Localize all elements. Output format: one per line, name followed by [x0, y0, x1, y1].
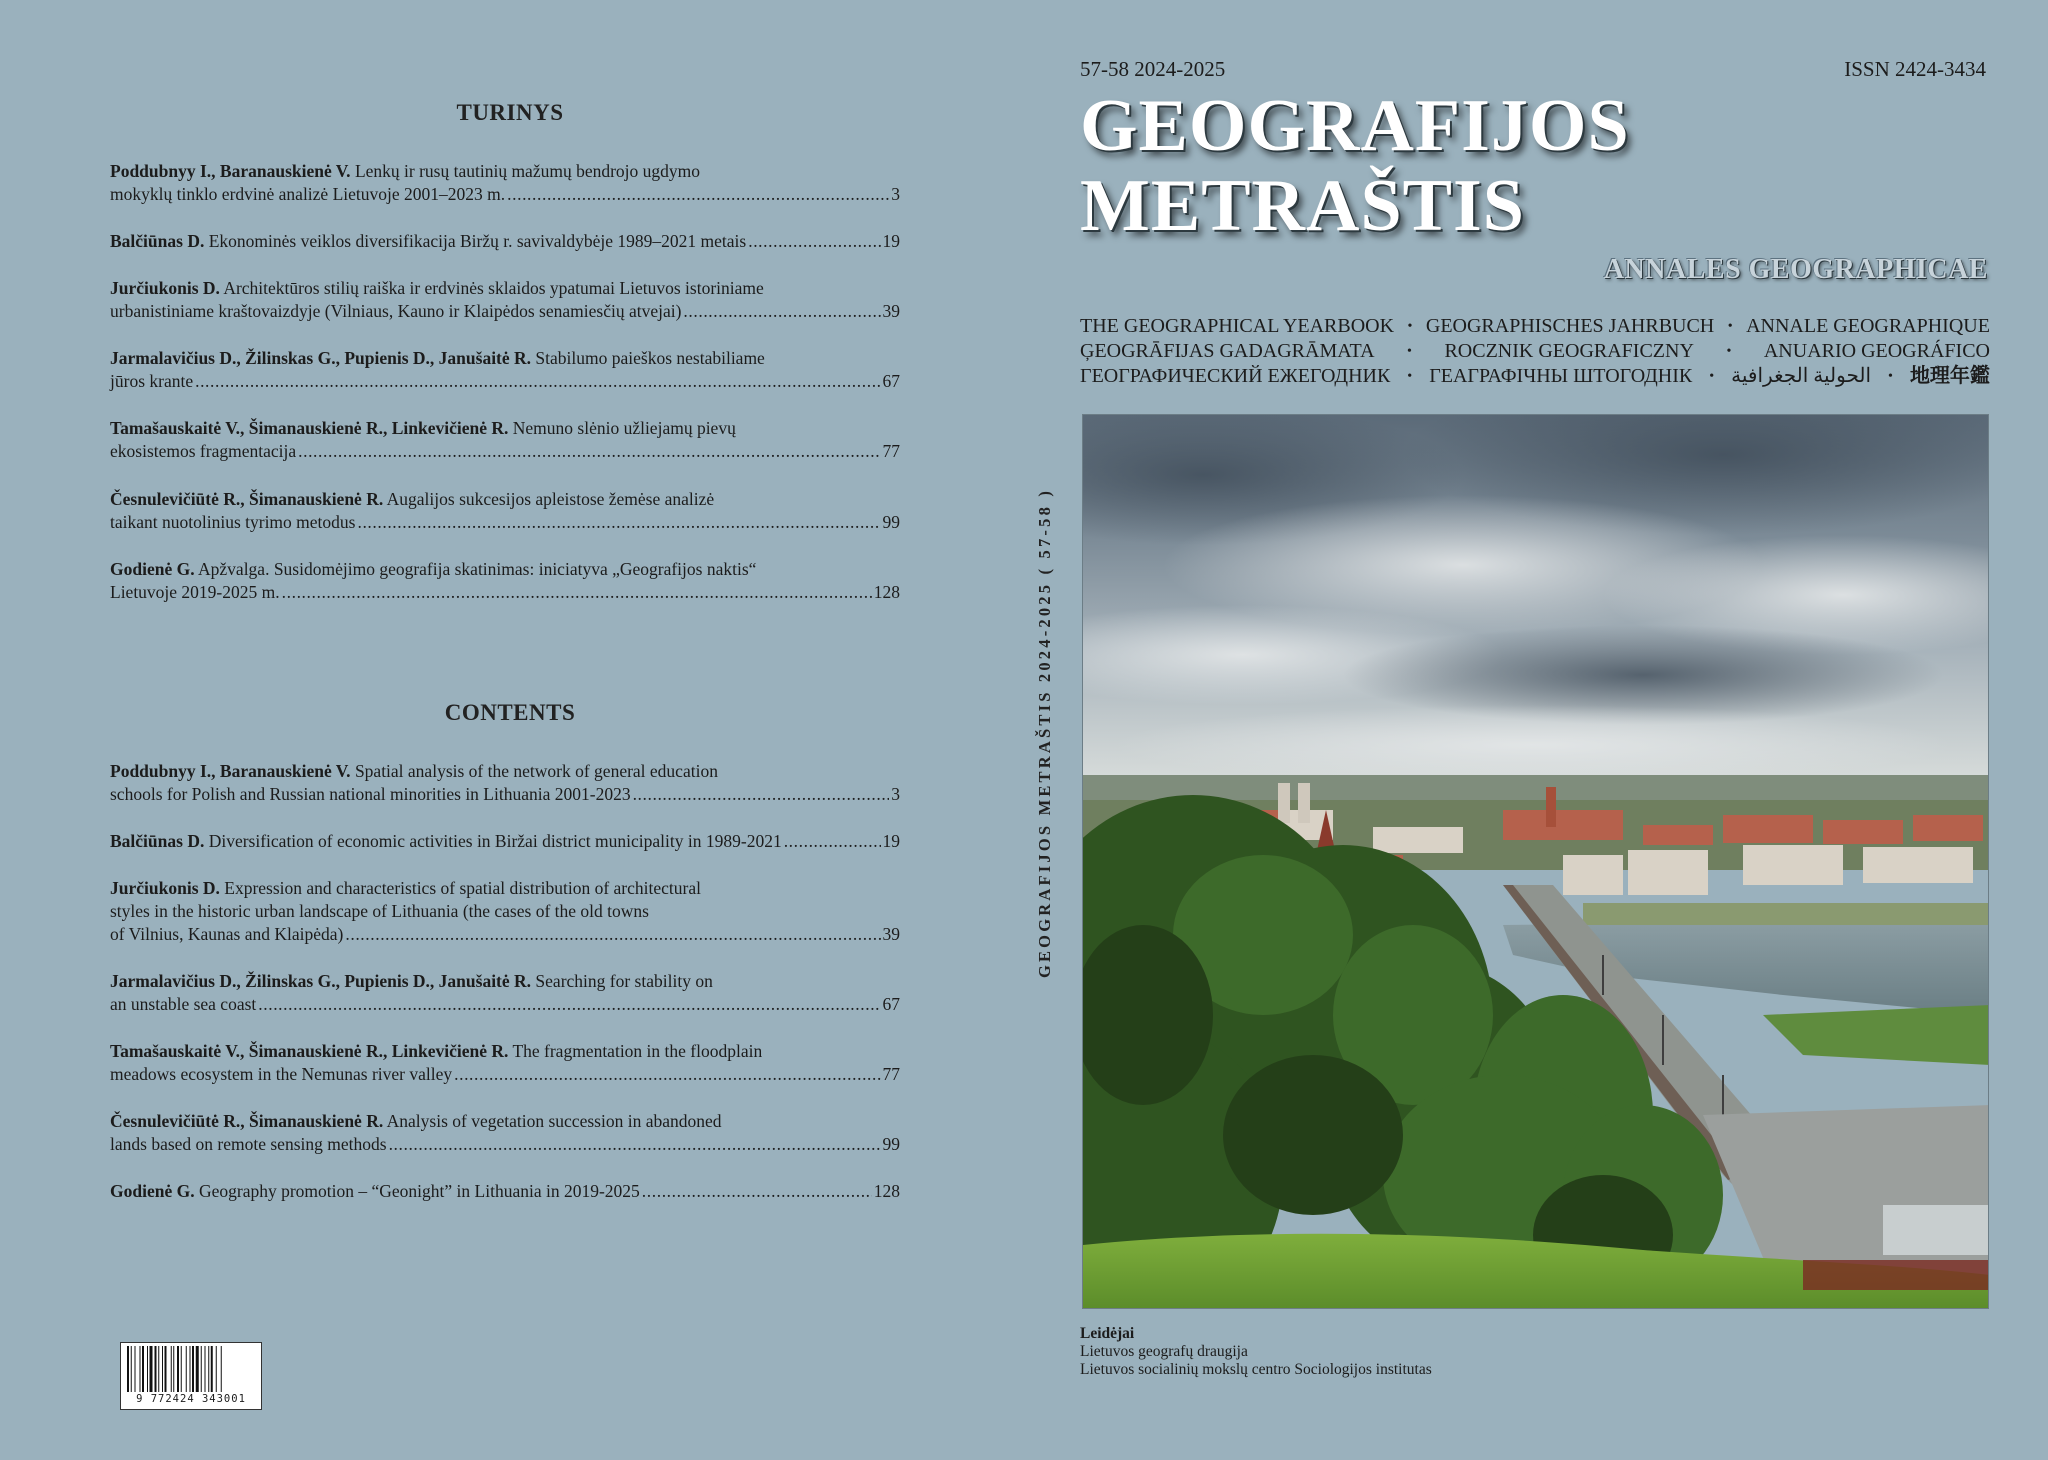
toc-entry-title-part1: Spatial analysis of the network of general education	[354, 761, 718, 781]
title-translation: ANUARIO GEOGRÁFICO	[1763, 340, 1990, 362]
translation-line	[1080, 339, 1990, 364]
toc-entry-authors: Česnulevičiūtė R., Šimanauskienė R.	[110, 1111, 384, 1131]
toc-entry-last-line	[110, 581, 900, 604]
toc-entry-authors: Balčiūnas D.	[110, 831, 205, 851]
toc-entry-title-part1: Analysis of vegetation succession in abandoned	[386, 1111, 722, 1131]
toc-entry-title-end	[110, 511, 355, 534]
toc-entry-page: 3	[891, 184, 900, 204]
barcode-bar	[135, 1346, 136, 1392]
toc-entry-last-line	[110, 183, 900, 206]
barcode-bar	[171, 1346, 172, 1392]
toc-entry-leader-dots	[748, 230, 880, 253]
title-translations	[1080, 314, 1990, 389]
barcode-bar	[190, 1346, 191, 1392]
toc-entry-leader-dots	[507, 183, 889, 206]
toc-entry	[110, 277, 900, 323]
toc-entry-last-line	[110, 1133, 900, 1156]
toc-entry-line1	[110, 160, 900, 183]
toc-entry-title-part1: Architektūros stilių raiška ir erdvinės sklaidos ypatumai Lietuvos istoriniame	[223, 278, 764, 298]
bullet-separator: •	[1888, 369, 1893, 384]
toc-entry-line1	[110, 558, 900, 581]
toc-entry-line1	[110, 347, 900, 370]
toc-entry-title-end	[110, 230, 746, 253]
toc-entry-title-end	[110, 1133, 387, 1156]
title-translation: الحولية الجغرافية	[1731, 365, 1872, 387]
toc-entry-line1	[110, 277, 900, 300]
publisher-1: Lietuvos geografų draugija	[1080, 1343, 1248, 1360]
publisher-2: Lietuvos socialinių mokslų centro Sociologijos institutas	[1080, 1361, 1432, 1378]
toc-entry-authors: Godienė G.	[110, 559, 195, 579]
bullet-separator: •	[1709, 369, 1715, 384]
toc-entry-last-line	[110, 370, 900, 393]
issn: ISSN 2424-3434	[1844, 57, 1986, 81]
toc-entry-authors: Tamašauskaitė V., Šimanauskienė R., Linkevičienė R.	[110, 1041, 509, 1061]
toc-entry-page: 128	[873, 1181, 900, 1201]
toc-entry-page: 128	[873, 582, 900, 602]
toc-entry-leader-dots	[357, 511, 880, 534]
toc-entry-title-part2: lands based on remote sensing methods	[110, 1134, 387, 1154]
toc-entry-page: 67	[882, 371, 900, 391]
toc-entry-leader-dots	[642, 1180, 872, 1203]
toc-entry-title-part2: schools for Polish and Russian national minorities in Lithuania 2001-2023	[110, 784, 631, 804]
barcode-bar	[181, 1346, 182, 1392]
toc-entry-title-part1: Lenkų ir rusų tautinių mažumų bendrojo ugdymo	[354, 161, 701, 181]
toc-entry-last-line	[110, 300, 900, 323]
toc-entry-leader-dots	[345, 923, 880, 946]
bullet-separator: •	[1407, 369, 1413, 384]
toc-entry-title-end	[110, 183, 505, 206]
bullet-separator: •	[1726, 344, 1732, 359]
journal-title-line1: GEOGRAFIJOS	[1080, 85, 1630, 167]
toc-entry-title-end	[110, 1063, 452, 1086]
toc-entry	[110, 347, 900, 393]
toc-entry	[110, 488, 900, 534]
toc-entry-title-part2: jūros krante	[110, 371, 194, 391]
toc-entry-last-line	[110, 783, 900, 806]
publisher-block	[1080, 1325, 1432, 1379]
barcode-bar	[165, 1346, 167, 1392]
toc-entry-authors: Jurčiukonis D.	[110, 278, 220, 298]
toc-entry	[110, 160, 900, 206]
toc-entry-page: 19	[882, 831, 900, 851]
toc-entry-last-line	[110, 923, 900, 946]
journal-title-line2: METRAŠTIS	[1080, 165, 1525, 247]
barcode-bar	[140, 1346, 141, 1392]
toc-entry-last-line	[110, 511, 900, 534]
toc-entry-line1b: styles in the historic urban landscape of Lithuania (the cases of the old towns	[110, 901, 649, 921]
toc-entry-title-end	[110, 1180, 640, 1203]
toc-entry	[110, 830, 900, 853]
back-cover	[0, 0, 1000, 1460]
barcode-bar	[162, 1346, 163, 1392]
toc-entry-last-line	[110, 230, 900, 253]
barcode	[120, 1342, 262, 1410]
bullet-separator: •	[1727, 319, 1733, 334]
toc-entry	[110, 1040, 900, 1086]
barcode-bar	[192, 1346, 194, 1392]
toc-entry-title-part2: mokyklų tinklo erdvinė analizė Lietuvoje 2001–2023 m.	[110, 184, 506, 204]
toc-entry-title-part2: Ekonominės veiklos diversifikacija Biržų r. savivaldybėje 1989–2021 metais	[208, 231, 747, 251]
title-translation: ГЕАГРАФІЧНЫ ШТОГОДНІК	[1429, 365, 1693, 387]
barcode-bar	[131, 1346, 132, 1392]
toc-entry-page: 99	[882, 1134, 900, 1154]
toc-entry-authors: Balčiūnas D.	[110, 231, 205, 251]
toc-entry-last-line	[110, 830, 900, 853]
toc-entry-authors: Tamašauskaitė V., Šimanauskienė R., Linkevičienė R.	[110, 418, 509, 438]
toc-entry-authors: Česnulevičiūtė R., Šimanauskienė R.	[110, 489, 384, 509]
barcode-bar	[205, 1346, 206, 1392]
toc-entry	[110, 970, 900, 1016]
barcode-number: 9 772424 343001	[136, 1393, 246, 1405]
toc-entry-authors: Poddubnyy I., Baranauskienė V.	[110, 161, 351, 181]
barcode-bar	[142, 1346, 144, 1392]
toc-entry-line1	[110, 760, 900, 783]
title-translation: ĢEOGRĀFIJAS GADAGRĀMATA	[1080, 340, 1375, 362]
toc-entry-last-line	[110, 993, 900, 1016]
barcode-bar	[158, 1346, 159, 1392]
title-translation: ROCZNIK GEOGRAFICZNY	[1444, 340, 1694, 362]
toc-entry-line1	[110, 488, 900, 511]
toc-entry-title-part1: Augalijos sukcesijos apleistose žemėse analizė	[386, 489, 715, 509]
spine-text: GEOGRAFIJOS METRAŠTIS 2024-2025 ( 57-58 )	[1035, 487, 1054, 979]
toc-entry-leader-dots	[282, 581, 872, 604]
toc-entry-title-end	[110, 923, 343, 946]
toc-entry-title-part2: Lietuvoje 2019-2025 m.	[110, 582, 280, 602]
toc-entry-title-end	[110, 300, 681, 323]
toc-entry	[110, 230, 900, 253]
toc-entry-leader-dots	[258, 993, 880, 1016]
toc-entry-title-end	[110, 440, 296, 463]
barcode-bar	[155, 1346, 157, 1392]
journal-title	[1080, 86, 1630, 246]
toc-entry-title-part1: The fragmentation in the floodplain	[512, 1041, 763, 1061]
toc-entry-page: 39	[882, 301, 900, 321]
title-translation: ANNALE GEOGRAPHIQUE	[1746, 315, 1990, 337]
contents-heading: CONTENTS	[444, 700, 576, 725]
toc-entry-page: 99	[882, 512, 900, 532]
translation-line	[1080, 314, 1990, 339]
toc-entry-title-part1: Nemuno slėnio užliejamų pievų	[512, 418, 736, 438]
barcode-bar	[150, 1346, 153, 1392]
toc-entry-authors: Jarmalavičius D., Žilinskas G., Pupienis D., Janušaitė R.	[110, 971, 532, 991]
toc-entry-line1	[110, 877, 900, 900]
toc-entry-leader-dots	[683, 300, 880, 323]
toc-entry-title-end	[110, 783, 631, 806]
toc-entry-title-part2: meadows ecosystem in the Nemunas river valley	[110, 1064, 453, 1084]
toc-entry-page: 67	[882, 994, 900, 1014]
barcode-bar	[201, 1346, 202, 1392]
toc-entry-leader-dots	[454, 1063, 880, 1086]
title-translation: 地理年鑑	[1909, 365, 1990, 387]
barcode-bar	[186, 1346, 187, 1392]
toc-entry-leader-dots	[784, 830, 881, 853]
toc-entry-last-line	[110, 1063, 900, 1086]
toc-entry-title-part1: Apžvalga. Susidomėjimo geografija skatinimas: iniciatyva „Geografijos naktis“	[198, 559, 757, 579]
toc-entry-page: 19	[882, 231, 900, 251]
barcode-bar	[173, 1346, 174, 1392]
toc-entry-leader-dots	[633, 783, 890, 806]
toc-entry-line1	[110, 417, 900, 440]
toc-entry-page: 77	[882, 441, 900, 461]
publisher-label: Leidėjai	[1080, 1325, 1135, 1342]
toc-entry-leader-dots	[298, 440, 880, 463]
title-translation: ГЕОГРАФИЧЕСКИЙ ЕЖЕГОДНИК	[1080, 365, 1391, 387]
toc-entry-title-end	[110, 993, 256, 1016]
toc-entry-title-part2: urbanistiniame kraštovaizdyje (Vilniaus, Kauno ir Klaipėdos senamiesčių atvejai)	[110, 301, 682, 321]
cover-photo	[1082, 414, 1989, 1309]
barcode-bar	[208, 1346, 209, 1392]
toc-entry	[110, 417, 900, 463]
toc-entry	[110, 558, 900, 604]
turinys-heading: TURINYS	[456, 100, 564, 125]
barcode-bar	[177, 1346, 179, 1392]
toc-entry-title-part2: ekosistemos fragmentacija	[110, 441, 297, 461]
issue-number: 57-58 2024-2025	[1080, 57, 1226, 81]
toc-entry-title-part2: Diversification of economic activities in Biržai district municipality in 1989-2021	[208, 831, 782, 851]
translation-line	[1080, 364, 1990, 389]
toc-entry-title-part1: Expression and characteristics of spatial distribution of architectural	[224, 878, 701, 898]
toc-entry-title-part2: Geography promotion – “Geonight” in Lithuania in 2019-2025	[198, 1181, 640, 1201]
toc-entry-title-part2: taikant nuotolinius tyrimo metodus	[110, 512, 356, 532]
toc-entry	[110, 760, 900, 806]
toc-entry-page: 77	[882, 1064, 900, 1084]
barcode-bar	[221, 1346, 222, 1392]
toc-entry-authors: Godienė G.	[110, 1181, 195, 1201]
bullet-separator: •	[1407, 344, 1412, 359]
barcode-bar	[211, 1346, 213, 1392]
barcode-bar	[196, 1346, 199, 1392]
toc-entry-line1	[110, 1040, 900, 1063]
toc-entry-line1	[110, 970, 900, 993]
toc-entry	[110, 877, 900, 946]
barcode-bar	[147, 1346, 148, 1392]
toc-entry	[110, 1110, 900, 1156]
title-translation: GEOGRAPHISCHES JAHRBUCH	[1425, 315, 1715, 337]
toc-entry-last-line	[110, 1180, 900, 1203]
toc-entry-authors: Jurčiukonis D.	[110, 878, 220, 898]
cover-photo-illustration	[1083, 415, 1989, 1309]
barcode-bar	[127, 1346, 129, 1392]
toc-entry-leader-dots	[389, 1133, 881, 1156]
toc-entry	[110, 1180, 900, 1203]
toc-entry-title-end	[110, 370, 193, 393]
toc-entry-title-part1: Searching for stability on	[535, 971, 713, 991]
bullet-separator: •	[1407, 319, 1413, 334]
latin-title: ANNALES GEOGRAPHICAE	[1603, 254, 1988, 285]
toc-entry-title-end	[110, 581, 280, 604]
toc-entry-page: 3	[891, 784, 900, 804]
toc-entry-last-line	[110, 440, 900, 463]
barcode-bars	[125, 1346, 257, 1392]
title-translation: THE GEOGRAPHICAL YEARBOOK	[1080, 315, 1395, 337]
toc-entry-title-part2: an unstable sea coast	[110, 994, 257, 1014]
toc-entry-authors: Poddubnyy I., Baranauskienė V.	[110, 761, 351, 781]
toc-entry-title-part2: of Vilnius, Kaunas and Klaipėda)	[110, 924, 344, 944]
toc-entry-line1	[110, 1110, 900, 1133]
toc-entry-authors: Jarmalavičius D., Žilinskas G., Pupienis D., Janušaitė R.	[110, 348, 532, 368]
barcode-bar	[216, 1346, 217, 1392]
toc-entry-leader-dots	[195, 370, 880, 393]
spine	[1032, 478, 1058, 988]
toc-entry-title-part1: Stabilumo paieškos nestabiliame	[535, 348, 765, 368]
toc-entry-page: 39	[882, 924, 900, 944]
toc-entry-title-end	[110, 830, 782, 853]
